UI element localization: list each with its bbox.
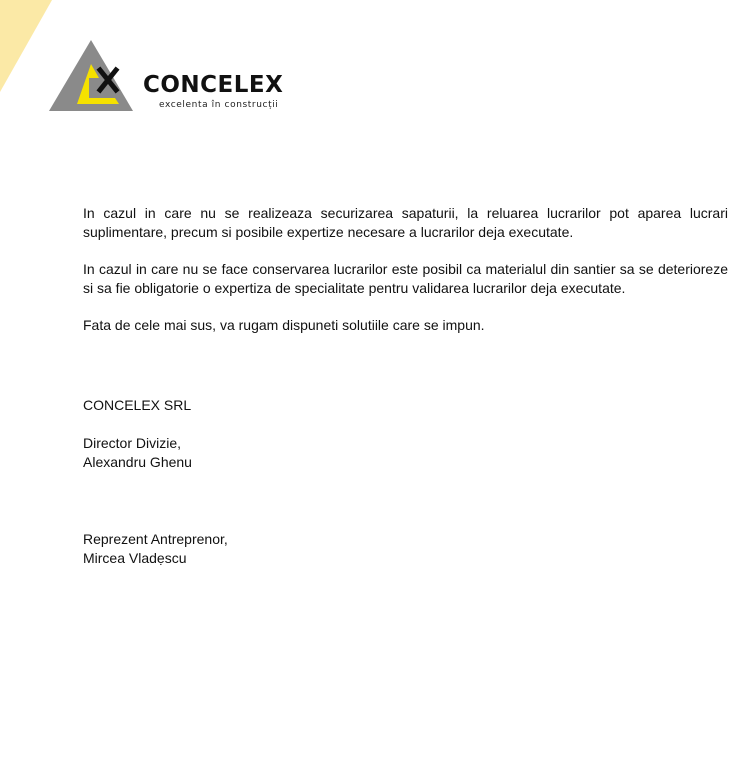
company-logo	[48, 38, 308, 114]
representative-signature	[83, 530, 228, 568]
representative-name: Mircea Vladẹscu	[83, 550, 187, 566]
logo-brand-name: CONCELEX	[143, 72, 284, 98]
director-signature	[83, 434, 192, 472]
representative-title: Reprezent Antreprenor,	[83, 531, 228, 547]
director-title: Director Divizie,	[83, 435, 182, 451]
company-signature	[83, 396, 191, 415]
company-name: CONCELEX SRL	[83, 397, 192, 413]
body-paragraph-3: Fata de cele mai sus, va rugam dispuneti solutiile care se impun.	[83, 317, 485, 333]
body-paragraph-2: In cazul in care nu se face conservarea lucrarilor este posibil ca materialul din santier sa se deterioreze si sa fie obligatorie o expertiza de specialitate pentru validarea lucrarilor deja executate.	[83, 261, 728, 296]
letter-body	[83, 204, 728, 353]
body-paragraph-1: In cazul in care nu se realizeaza securizarea sapaturii, la reluarea lucrarilor pot aparea lucrari suplimentare, precum si posibile expertize necesare a lucrarilor deja executate.	[83, 205, 728, 240]
logo-triangle-icon	[48, 38, 134, 112]
logo-tagline: excelenta în construcții	[159, 100, 279, 110]
director-name: Alexandru Ghenu	[83, 454, 192, 470]
